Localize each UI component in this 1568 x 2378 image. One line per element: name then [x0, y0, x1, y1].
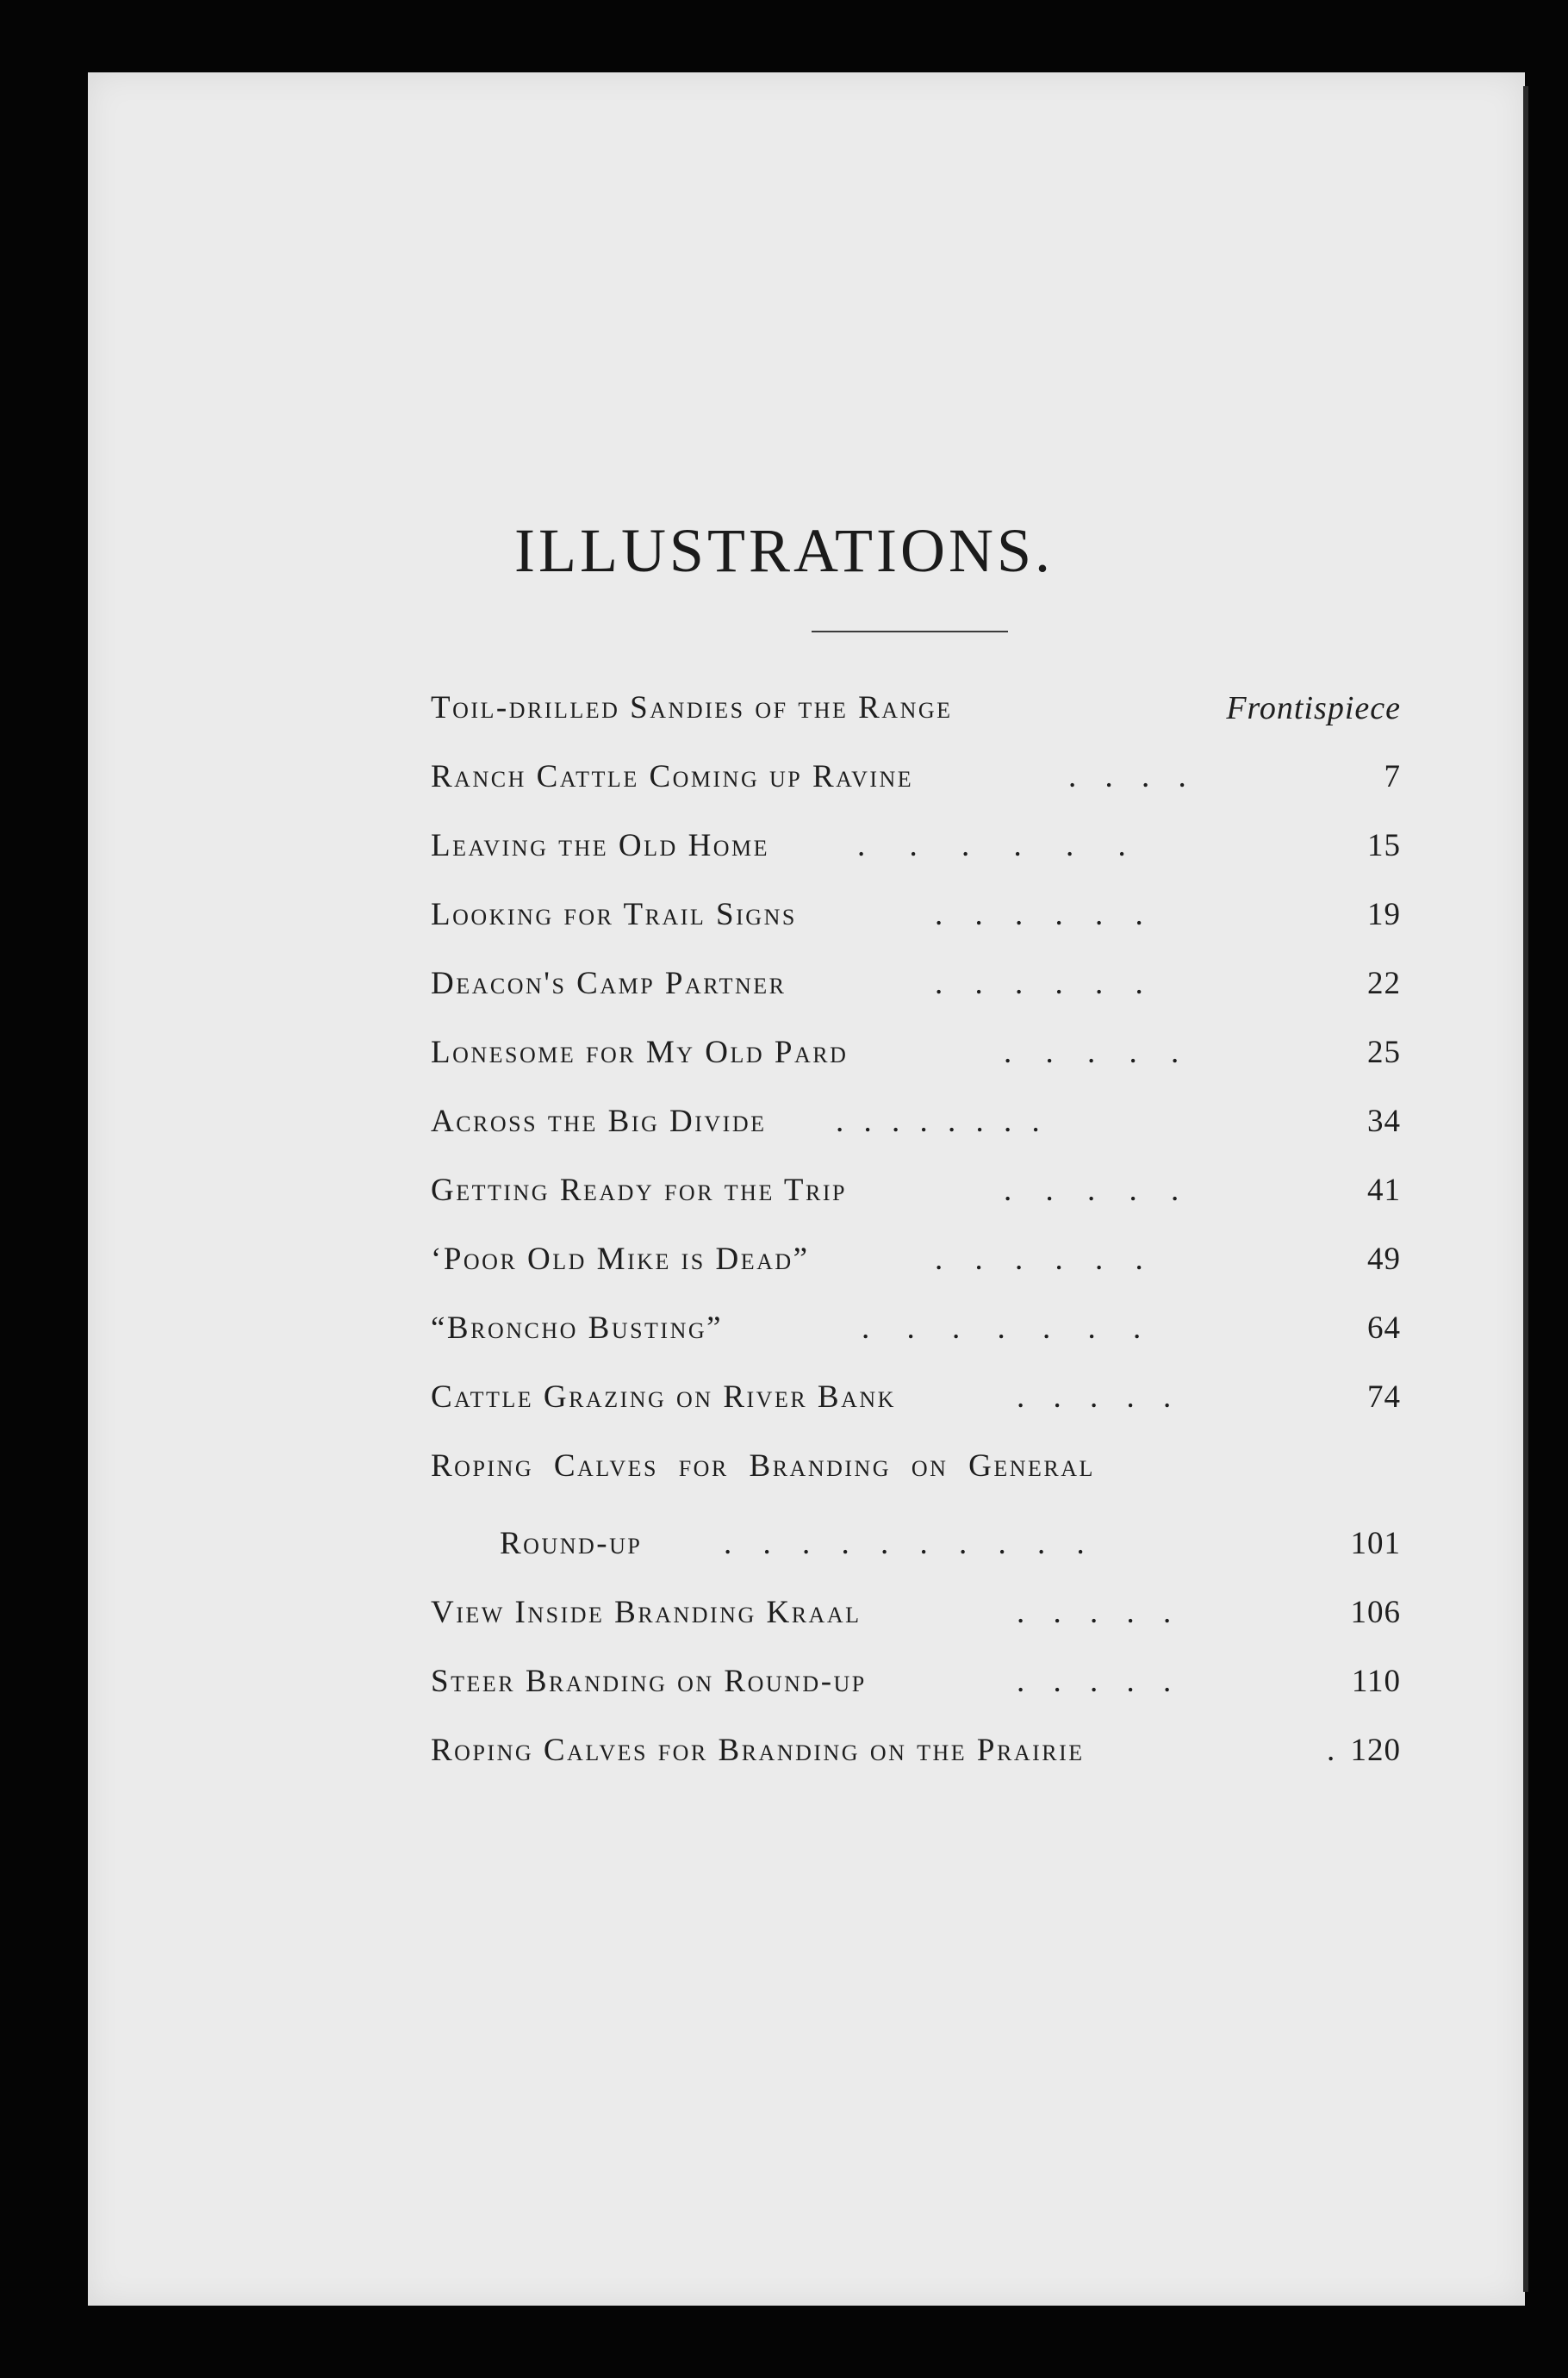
dot-leader: . . . . . — [1004, 1173, 1179, 1208]
entry-page: 41 — [1367, 1173, 1401, 1208]
entry-title: Ranch Cattle Coming up Ravine — [431, 759, 914, 794]
entry-page: 34 — [1367, 1104, 1401, 1139]
entry-title: Roping Calves for Branding on the Prairie — [431, 1733, 1085, 1768]
dot-leader: . — [1327, 1733, 1335, 1768]
entry-page: 106 — [1350, 1595, 1401, 1630]
entry-page: 49 — [1367, 1242, 1401, 1277]
dot-leader: . . . . . . . . — [836, 1104, 1040, 1139]
entry-page: 101 — [1350, 1526, 1401, 1561]
entry-page: 15 — [1367, 828, 1401, 863]
dot-leader: . . . . . . — [935, 897, 1143, 932]
book-page — [88, 72, 1525, 2306]
entry-page: 74 — [1367, 1379, 1401, 1415]
dot-leader: . . . . . — [1004, 1035, 1179, 1070]
dot-leader: . . . . . . . . . . — [724, 1526, 1085, 1561]
dot-leader: . . . . — [1068, 759, 1186, 794]
entry-title: Lonesome for My Old Pard — [431, 1035, 849, 1070]
entry-title: Looking for Trail Signs — [431, 897, 797, 932]
entry-page: 64 — [1367, 1310, 1401, 1346]
entry-title: Steer Branding on Round-up — [431, 1664, 867, 1699]
entry-title: “Broncho Busting” — [431, 1310, 724, 1346]
entry-title: Across the Big Divide — [431, 1104, 767, 1139]
entry-title: ‘Poor Old Mike is Dead” — [431, 1242, 810, 1277]
dot-leader: . . . . . . — [857, 828, 1126, 863]
entry-title: Roping Calves for Branding on General — [431, 1448, 1095, 1484]
title-divider-rule — [812, 631, 1008, 632]
page-edge-shadow — [1523, 86, 1528, 2292]
entry-title: Toil-drilled Sandies of the Range — [431, 690, 953, 725]
entry-title: Cattle Grazing on River Bank — [431, 1379, 896, 1415]
entry-title: View Inside Branding Kraal — [431, 1595, 862, 1630]
entry-title: Leaving the Old Home — [431, 828, 770, 863]
dot-leader: . . . . . — [1017, 1379, 1172, 1415]
entry-page: 110 — [1351, 1664, 1401, 1699]
entry-title-continued: Round-up — [500, 1526, 643, 1561]
entry-page: Frontispiece — [1226, 690, 1401, 726]
entry-page: 7 — [1384, 759, 1401, 794]
entry-page: 120 — [1350, 1733, 1401, 1768]
dot-leader: . . . . . . . — [862, 1310, 1142, 1346]
entry-title: Deacon's Camp Partner — [431, 966, 787, 1001]
entry-page: 19 — [1367, 897, 1401, 932]
entry-page: 25 — [1367, 1035, 1401, 1070]
dot-leader: . . . . . — [1017, 1595, 1172, 1630]
page-title: ILLUSTRATIONS. — [514, 516, 1054, 585]
dot-leader: . . . . . — [1017, 1664, 1172, 1699]
dot-leader: . . . . . . — [935, 966, 1143, 1001]
entry-title: Getting Ready for the Trip — [431, 1173, 847, 1208]
dot-leader: . . . . . . — [935, 1242, 1143, 1277]
entry-page: 22 — [1367, 966, 1401, 1001]
